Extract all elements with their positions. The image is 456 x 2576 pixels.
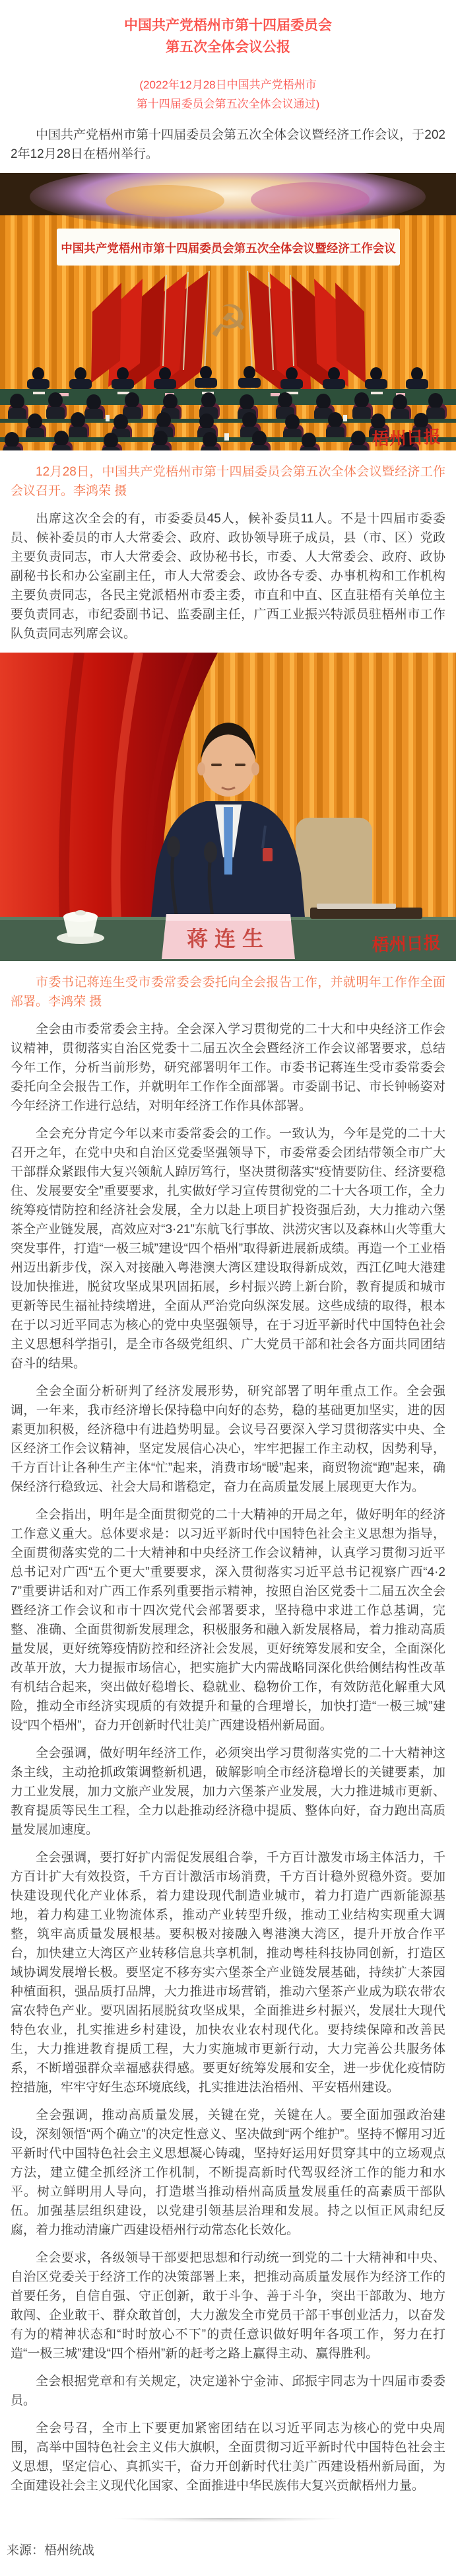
hammer-sickle-icon: ☭ bbox=[208, 297, 249, 347]
subtitle-line-1: (2022年12月28日中国共产党梧州市 bbox=[139, 79, 317, 91]
chandelier-amber-glow bbox=[106, 185, 224, 217]
body-paragraph: 全会强调，要打好扩内需促发展组合拳，千方百计激发市场主体活力，千方百计扩大有效投资，千方百计激活市场消费，千方百计稳外贸稳外资。要加快建设现代化产业体系，着力建设现代制造业城市，着力打造广西新能源基地，着力构建工业物流体系，推动产业转型升级，推动工业结构实现重大调整，筑牢高质量发展根基。要积极对接融入粤港澳大湾区，提升开放合作平台，加快建立大湾区产业转移信息共享机制，推动粤桂科技协同创新，打造区域协调发展增长极。要坚定不移夯实六堡茶全产业链发展基础，持续扩大茶园种植面积，强品质打品牌，大力推进市场营销，推动六堡茶产业成为联农带农富农特色产业。要巩固拓展脱贫攻坚成果，全面推进乡村振兴，发展壮大现代特色农业，扎实推进乡村建设，加快农业农村现代化。要持续保障和改善民生，大力推进教育提质工程，大力实施城市更新行动，大力完善公共服务体系，不断增强群众幸福感获得感。要更好统筹发展和安全，进一步优化疫情防控措施，牢牢守好生态环境底线，扎实推进法治梧州、平安梧州建设。 bbox=[11, 1851, 445, 2094]
head-table bbox=[0, 389, 456, 405]
body-paragraph: 全会强调，推动高质量发展，关键在党，关键在人。要全面加强政治建设，深刻领悟“两个确立”的决定性意义、坚决做到“两个维护”。坚持不懈用习近平新时代中国特色社会主义思想凝心铸魂，坚持好运用好贯穿其中的立场观点方法，建立健全抓经济工作机制，不断提高新时代驾驭经济工作的能力和水平。树立鲜明用人导向，打造堪当推动梧州高质量发展重任的高素质干部队伍。加强基层组织建设，以党建引领基层治理和发展。持之以恒正风肃纪反腐，着力推动清廉广西建设梧州行动常态化长效化。 bbox=[11, 2108, 445, 2237]
body-paragraph: 出席这次全会的有，市委委员45人，候补委员11人。不是十四届市委委员、候补委员的市人大常委会、政府、政协领导班子成员，县（市、区）党政主要负责同志，市人大常委会、政协秘书长，市委、人大常委会、政府、政协副秘书长和办公室副主任，市人大常委会、政协各专委、办事机构和工作机构主要负责同志，各民主党派梧州市委主委，市直和中直、区直驻梧有关单位主要负责同志，市纪委副书记、监委副主任，广西工业振兴特派员驻梧州市工作队负责同志列席会议。 bbox=[11, 512, 445, 641]
body-paragraph: 全会要求，各级领导干部要把思想和行动统一到党的二十大精神和中央、自治区党委关于经济工作的决策部署上来，把推动高质量发展作为经济工作的首要任务，自信自强、守正创新，敢于斗争、善于斗争，突出干部敢为、地方敢闯、企业敢干、群众敢首创，大力激发全市党员干部干事创业活力，以奋发有为的精神状态和“时时放心不下”的责任意识做好明年各项工作，努力在打造“一极三城”建设“四个梧州”新的赶考之路上赢得主动、赢得胜利。 bbox=[11, 2251, 445, 2361]
subtitle-line-2: 第十四届委员会第五次全体会议通过) bbox=[136, 98, 320, 110]
photo-caption: 12月28日，中国共产党梧州市第十四届委员会第五次全体会议暨经济工作会议召开。李鸿荣 摄 bbox=[11, 465, 445, 498]
body-paragraph: 全会号召，全市上下要更加紧密团结在以习近平同志为核心的党中央周围，高举中国特色社会主义伟大旗帜，全面贯彻习近平新时代中国特色社会主义思想，坚定信心、真抓实干，奋力开创新时代壮美广西建设梧州新局面，为全面建设社会主义现代化国家、全面推进中华民族伟大复兴贡献梧州力量。 bbox=[11, 2421, 445, 2493]
body-paragraph: 全会由市委常委会主持。全会深入学习贯彻党的二十大和中央经济工作会议精神，贯彻落实自治区党委十二届五次全会暨经济工作会议部署要求，总结今年工作，分析当前形势，研究部署明年工作。市委书记蒋连生受市委常委会委托向全会报告工作，并就明年工作作全面部署。市委副书记、市长钟畅姿对今年经济工作进行总结，对明年经济工作作具体部署。 bbox=[11, 1022, 445, 1113]
speaker-nameplate-text: 蒋连生 bbox=[186, 927, 271, 950]
meeting-photo[interactable] bbox=[0, 173, 456, 450]
chandelier-purple-glow bbox=[251, 182, 370, 217]
body-paragraph: 中国共产党梧州市第十四届委员会第五次全体会议暨经济工作会议，于2022年12月28日在梧州举行。 bbox=[11, 128, 445, 161]
photo-caption: 市委书记蒋连生受市委常委会委托向全会报告工作，并就明年工作作全面部署。李鸿荣 摄 bbox=[11, 976, 445, 1009]
speaker-nameplate bbox=[162, 914, 295, 959]
speaker-photo[interactable] bbox=[0, 653, 456, 961]
title-line-1: 中国共产党梧州市第十四届委员会 bbox=[124, 18, 332, 33]
documents-stack bbox=[310, 908, 422, 919]
newspaper-watermark: 梧州日报 bbox=[372, 933, 441, 955]
footer-divider bbox=[89, 2518, 368, 2524]
paper bbox=[317, 904, 396, 909]
source-line: 来源：梧州统战 bbox=[7, 2544, 95, 2558]
body-paragraph: 全会充分肯定今年以来市委常委会的工作。一致认为，今年是党的二十大召开之年，在党中央和自治区党委坚强领导下，市委常委会团结带领全市广大干部群众紧跟伟大复兴领航人踔厉笃行，坚决贯彻落实“疫情要防住、经济要稳住、发展要安全”重要要求，扎实做好学习宣传贯彻党的二十大各项工作，全力统筹疫情防控和经济社会发展，全力以赴上项目扩投资强后劲，大力推动六堡茶全产业链发展，高效应对“3·21”东航飞行事故、洪涝灾害以及森林山火等重大突发事件，打造“一极三城”建设“四个梧州”取得新进展新成绩。再造一个工业梧州迈出新步伐，深入对接融入粤港澳大湾区建设取得新成效，西江亿吨大港建设加快推进，脱贫攻坚成果巩固拓展，乡村振兴跨上新台阶，教育提质和城市更新等民生福祉持续增进，全面从严治党向纵深发展。这些成绩的取得，根本在于以习近平同志为核心的党中央坚强领导，在于习近平新时代中国特色社会主义思想科学指引，是全市各级党组织、广大党员干部和社会各方面共同团结奋斗的结果。 bbox=[11, 1127, 445, 1371]
body-paragraph: 全会指出，明年是全面贯彻党的二十大精神的开局之年，做好明年的经济工作意义重大。总体要求是：以习近平新时代中国特色社会主义思想为指导，全面贯彻落实党的二十大精神和中央经济工作会议精神，认真学习贯彻习近平总书记对广西“五个更大”重要要求，深入贯彻落实习近平总书记视察广西“4·27”重要讲话和对广西工作系列重要指示精神，按照自治区党委十二届五次全会暨经济工作会议和市十四次党代会部署要求，坚持稳中求进工作总基调，完整、准确、全面贯彻新发展理念，积极服务和融入新发展格局，着力推动高质量发展，更好统筹疫情防控和经济社会发展，更好统筹发展和安全，全面深化改革开放，大力提振市场信心，把实施扩大内需战略同深化供给侧结构性改革有机结合起来，突出做好稳增长、稳就业、稳物价工作，有效防范化解重大风险，推动全市经济实现质的有效提升和量的合理增长，加快打造“一极三城”建设“四个梧州”，奋力开创新时代壮美广西建设梧州新局面。 bbox=[11, 1508, 445, 1733]
page-title bbox=[11, 15, 445, 58]
body-paragraph: 全会根据党章和有关规定，决定递补宁金沛、邱振宇同志为十四届市委委员。 bbox=[11, 2375, 445, 2408]
body-paragraph: 全会全面分析研判了经济发展形势，研究部署了明年重点工作。全会强调，一年来，我市经济增长保持稳中向好的态势，稳的基础更加坚实，进的因素更加积极，经济稳中有进趋势明显。会议号召要深入学习贯彻落实中央、全区经济工作会议精神，坚定发展信心决心，牢牢把握工作主动权，因势利导，千方百计让各种生产主体“忙”起来，消费市场“暖”起来，商贸物流“跑”起来，确保经济行稳致远、社会大局和谐稳定，奋力在高质量发展上展现更大作为。 bbox=[11, 1384, 445, 1494]
title-line-2: 第五次全体会议公报 bbox=[166, 40, 290, 55]
body-paragraph: 全会强调，做好明年经济工作，必须突出学习贯彻落实党的二十大精神这条主线，主动抢抓政策调整新机遇，破解影响全市经济稳增长的关键要素，加力工业发展，加力文旅产业发展，加力六堡茶产业发展，大力推进城市更新、教育提质等民生工程，全力以赴推动经济稳中提质、整体向好，奋力跑出高质量发展加速度。 bbox=[11, 1746, 445, 1837]
meeting-banner-text: 中国共产党梧州市第十四届委员会第五次全体会议暨经济工作会议 bbox=[61, 242, 396, 255]
article-subtitle bbox=[11, 75, 445, 114]
newspaper-watermark: 梧州日报 bbox=[372, 427, 441, 449]
